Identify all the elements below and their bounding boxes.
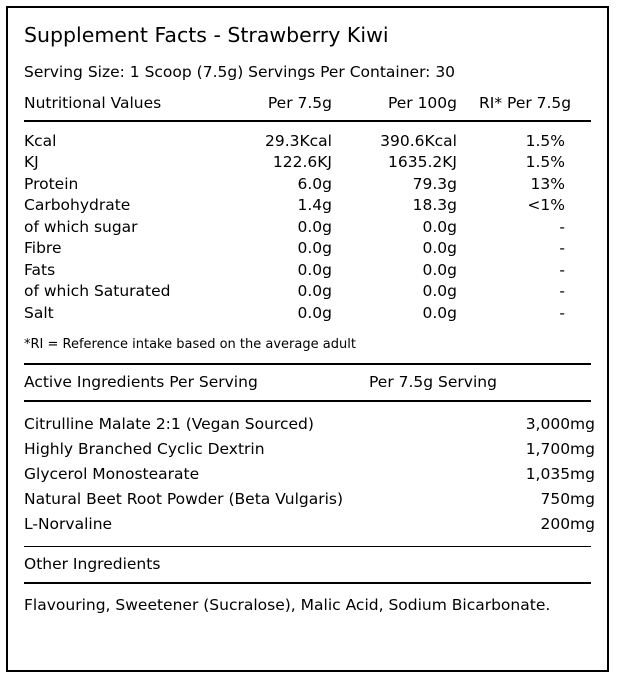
table-row [24,217,595,239]
column-header-per-100g: Per 100g [387,94,457,112]
table-row [24,238,595,260]
nutrient-per-100g: 18.3g [412,196,457,214]
nutrient-per-serving: 0.0g [297,282,332,300]
table-row [24,260,595,282]
nutrient-name: Fats [24,260,56,279]
nutrient-name: Fibre [24,239,62,257]
ingredient-name: Citrulline Malate 2:1 (Vegan Sourced) [24,415,314,433]
other-ingredients-text: Flavouring, Sweetener (Sucralose), Malic Acid, Sodium Bicarbonate. [24,596,551,614]
nutrient-per-100g: 0.0g [422,260,457,279]
nutrient-name: of which Saturated [24,282,171,300]
nutrient-name: KJ [24,153,39,171]
column-header-per-serving: Per 7.5g [267,94,332,112]
nutrient-ri: - [559,303,565,322]
table-row [24,412,595,437]
nutrient-per-100g: 390.6Kcal [380,131,457,150]
ingredient-amount: 750mg [540,490,595,508]
table-row [24,303,595,325]
table-row [24,174,595,196]
table-row [24,131,595,153]
page-title: Supplement Facts - Strawberry Kiwi [24,23,389,47]
table-row [24,462,595,487]
nutrient-per-serving: 0.0g [297,260,332,279]
nutrition-table [24,93,595,120]
column-header-ri: RI* Per 7.5g [479,94,572,112]
nutrition-table-header [24,93,595,120]
nutrient-per-serving: 0.0g [297,217,332,236]
label-content [24,22,595,617]
nutrient-per-100g: 1635.2KJ [388,153,457,171]
nutrient-name: Kcal [24,131,57,150]
serving-size-line: Serving Size: 1 Scoop (7.5g) Servings Per Container: 30 [24,63,456,81]
ingredient-name: Glycerol Monostearate [24,465,200,483]
table-row [24,512,595,537]
nutrient-per-100g: 0.0g [422,239,457,257]
ingredient-name: Highly Branched Cyclic Dextrin [24,440,265,458]
nutrient-name: Salt [24,303,54,322]
ingredient-amount: 200mg [540,515,595,533]
nutrient-per-100g: 79.3g [412,174,457,193]
active-ingredients-heading-left: Active Ingredients Per Serving [24,373,258,391]
nutrient-per-serving: 6.0g [297,174,332,193]
active-ingredients-heading [24,372,591,393]
ingredient-name: L-Norvaline [24,515,113,533]
nutrient-per-100g: 0.0g [422,282,457,300]
column-header-values: Nutritional Values [24,94,162,112]
nutrient-ri: <1% [527,196,565,214]
nutrient-per-serving: 0.0g [297,239,332,257]
table-header-row [24,93,595,120]
table-row [24,195,595,217]
active-ingredients-table [24,412,595,537]
ingredient-amount: 3,000mg [525,415,595,433]
other-ingredients-heading: Other Ingredients [24,555,161,573]
nutrient-per-100g: 0.0g [422,217,457,236]
nutrient-ri: 1.5% [525,153,565,171]
nutrient-name: Protein [24,174,79,193]
nutrient-ri: 13% [530,174,565,193]
nutrient-per-serving: 0.0g [297,303,332,322]
ingredient-amount: 1,700mg [525,440,595,458]
nutrient-ri: - [559,260,565,279]
table-row [24,152,595,174]
nutrient-name: of which sugar [24,217,138,236]
nutrient-ri: - [559,217,565,236]
table-row [24,487,595,512]
nutrient-per-100g: 0.0g [422,303,457,322]
nutrient-per-serving: 29.3Kcal [264,131,332,150]
table-row [24,281,595,303]
nutrient-ri: - [559,239,565,257]
ingredient-amount: 1,035mg [525,465,595,483]
nutrition-table-body [24,131,595,325]
ingredient-name: Natural Beet Root Powder (Beta Vulgaris) [24,490,344,508]
nutrient-per-serving: 122.6KJ [272,153,332,171]
active-ingredients-heading-right: Per 7.5g Serving [369,373,497,391]
nutrient-ri: 1.5% [525,131,565,150]
nutrient-name: Carbohydrate [24,196,131,214]
nutrient-ri: - [559,282,565,300]
nutrient-per-serving: 1.4g [297,196,332,214]
table-row [24,437,595,462]
supplement-facts-panel [6,6,609,672]
ri-footnote: *RI = Reference intake based on the average adult [24,337,356,352]
